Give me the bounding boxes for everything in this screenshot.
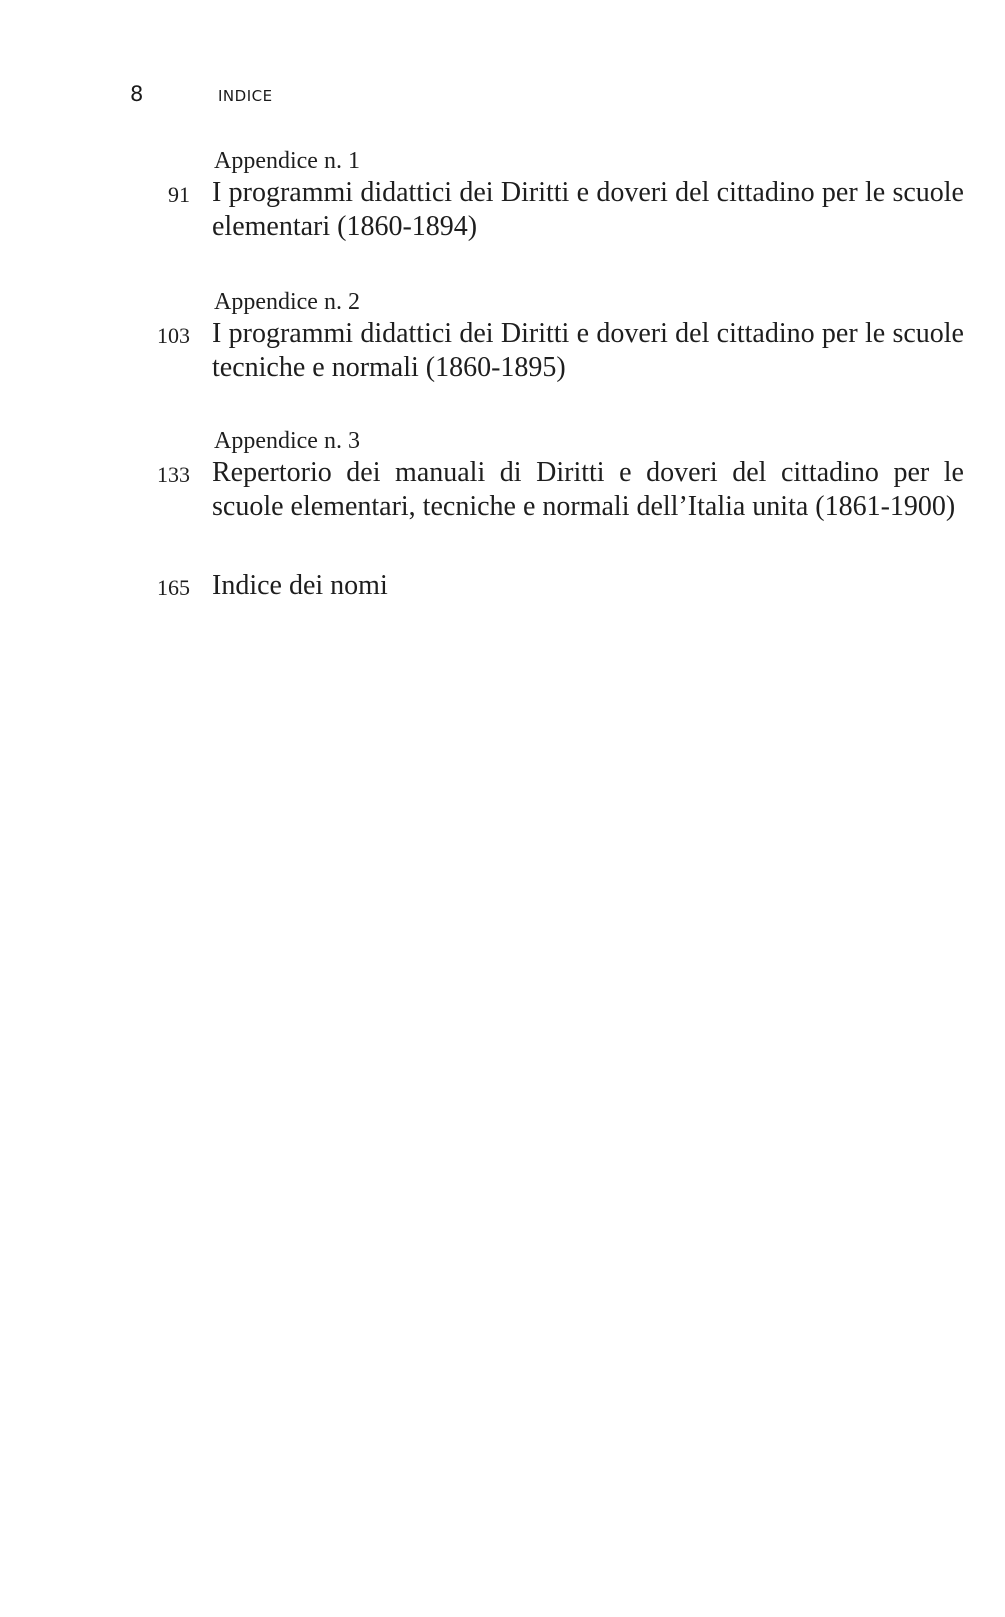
toc-entry-title: Indice dei nomi — [212, 570, 388, 601]
toc-entry-title: I programmi didattici dei Diritti e doveri del cittadino per le scuole elementari (1860-1894) — [212, 177, 964, 242]
toc-page-number: 133 — [157, 462, 190, 487]
toc-entry-appendix-1 — [0, 146, 1005, 244]
appendix-label: Appendice n. 3 — [214, 428, 360, 454]
toc-entry-title: Repertorio dei manuali di Diritti e doveri del cittadino per le scuole elementari, tecniche e normali dell’Italia unita (1861-1900) — [212, 457, 964, 522]
toc-entry-title: I programmi didattici dei Diritti e doveri del cittadino per le scuole tecniche e normali (1860-1895) — [212, 318, 964, 383]
appendix-label: Appendice n. 1 — [214, 148, 360, 174]
toc-page-number: 165 — [157, 575, 190, 600]
running-head — [130, 82, 273, 106]
toc-entry-appendix-2 — [0, 287, 1005, 385]
appendix-label: Appendice n. 2 — [214, 289, 360, 315]
table-of-contents — [0, 146, 1005, 603]
toc-entry-appendix-3 — [0, 426, 1005, 524]
toc-entry-index — [0, 569, 1005, 603]
running-title: INDICE — [218, 87, 273, 105]
toc-page-number: 103 — [157, 323, 190, 348]
page-number: 8 — [130, 82, 144, 106]
toc-page-number: 91 — [168, 182, 190, 207]
